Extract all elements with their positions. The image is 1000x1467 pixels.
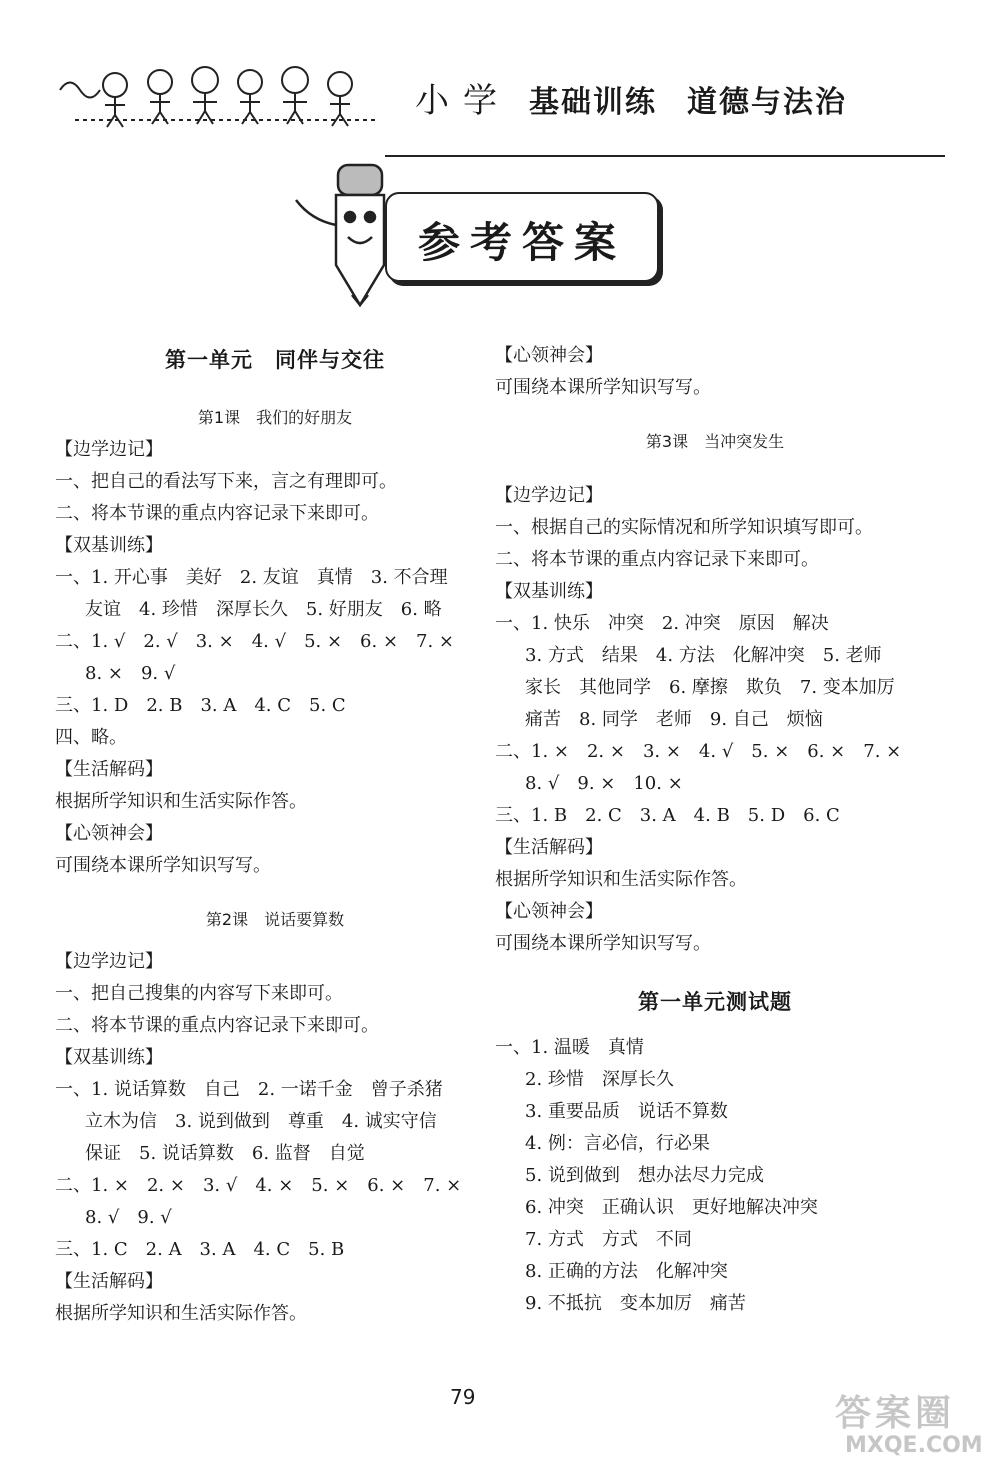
- children-illustration: [55, 60, 395, 130]
- right-column: [495, 340, 935, 1320]
- answer-line: 【双基训练】: [55, 1047, 163, 1068]
- answer-line: 【心领神会】: [495, 345, 603, 366]
- answer-line: 【边学边记】: [55, 951, 163, 972]
- page-header: [55, 55, 895, 135]
- answer-line: 保证 5. 说话算数 6. 监督 自觉: [85, 1143, 365, 1164]
- answer-line: 根据所学知识和生活实际作答。: [495, 869, 747, 890]
- answer-line: 【生活解码】: [495, 837, 603, 858]
- answer-line: 三、1. B 2. C 3. A 4. B 5. D 6. C: [495, 805, 840, 826]
- page-number: 79: [450, 1385, 476, 1409]
- answer-line: 二、1. × 2. × 3. × 4. √ 5. × 6. × 7. ×: [495, 741, 902, 762]
- lesson-heading: 第2课 说话要算数: [205, 910, 345, 929]
- answer-line: 二、将本节课的重点内容记录下来即可。: [495, 549, 819, 570]
- watermark-bottom: MXQE.COM: [845, 1433, 983, 1458]
- banner-box: [385, 192, 659, 282]
- answer-line: 四、略。: [55, 727, 127, 748]
- answer-line: 【生活解码】: [55, 1271, 163, 1292]
- answer-line: 【边学边记】: [495, 485, 603, 506]
- answer-line: 痛苦 8. 同学 老师 9. 自己 烦恼: [525, 709, 823, 730]
- spacer: [495, 404, 935, 426]
- answer-line: 一、把自己的看法写下来，言之有理即可。: [55, 471, 397, 492]
- answer-line: 【心领神会】: [495, 901, 603, 922]
- watermark-top: 答案圈: [835, 1393, 956, 1434]
- answer-line: 可围绕本课所学知识写写。: [55, 855, 271, 876]
- answer-line: 一、1. 快乐 冲突 2. 冲突 原因 解决: [495, 613, 829, 634]
- answer-line: 9. 不抵抗 变本加厉 痛苦: [525, 1293, 746, 1314]
- answer-line: 【边学边记】: [55, 439, 163, 460]
- spacer: [55, 882, 495, 904]
- answer-line: 一、把自己搜集的内容写下来即可。: [55, 983, 343, 1004]
- answer-line: 8. 正确的方法 化解冲突: [525, 1261, 728, 1282]
- answer-line: 二、将本节课的重点内容记录下来即可。: [55, 1015, 379, 1036]
- answer-line: 【双基训练】: [495, 581, 603, 602]
- answer-line: 根据所学知识和生活实际作答。: [55, 1303, 307, 1324]
- header-level: 小学: [415, 81, 511, 121]
- answer-line: 一、1. 开心事 美好 2. 友谊 真情 3. 不合理: [55, 567, 448, 588]
- answer-line: 二、1. √ 2. √ 3. × 4. √ 5. × 6. × 7. ×: [55, 631, 455, 652]
- answer-line: 7. 方式 方式 不同: [525, 1229, 692, 1250]
- answer-line: 可围绕本课所学知识写写。: [495, 377, 711, 398]
- spacer: [495, 1022, 935, 1032]
- unit-heading: 第一单元 同伴与交往: [165, 347, 385, 372]
- answer-line: 【心领神会】: [55, 823, 163, 844]
- answer-line: 立木为信 3. 说到做到 尊重 4. 诚实守信: [85, 1111, 437, 1132]
- banner-title: 参考答案: [417, 218, 626, 267]
- answer-line: 一、1. 温暖 真情: [495, 1037, 644, 1058]
- answer-line: 5. 说到做到 想办法尽力完成: [525, 1165, 764, 1186]
- answer-line: 二、将本节课的重点内容记录下来即可。: [55, 503, 379, 524]
- header-title: [415, 73, 877, 122]
- header-series: 基础训练: [529, 85, 657, 120]
- spacer: [495, 960, 935, 982]
- header-subject: 道德与法治: [687, 85, 847, 120]
- answer-line: 8. √ 9. √: [85, 1207, 172, 1228]
- left-column: [55, 340, 495, 1330]
- answer-line: 一、根据自己的实际情况和所学知识填写即可。: [495, 517, 873, 538]
- answer-line: 可围绕本课所学知识写写。: [495, 933, 711, 954]
- answer-line: 三、1. D 2. B 3. A 4. C 5. C: [55, 695, 346, 716]
- answer-line: 根据所学知识和生活实际作答。: [55, 791, 307, 812]
- lesson-heading: 第1课 我们的好朋友: [197, 408, 353, 427]
- answer-line: 6. 冲突 正确认识 更好地解决冲突: [525, 1197, 818, 1218]
- watermark-logo: [825, 1385, 995, 1465]
- answer-line: 2. 珍惜 深厚长久: [525, 1069, 674, 1090]
- answer-line: 【生活解码】: [55, 759, 163, 780]
- answer-line: 一、1. 说话算数 自己 2. 一诺千金 曾子杀猪: [55, 1079, 443, 1100]
- answer-line: 8. × 9. √: [85, 663, 176, 684]
- answer-line: 3. 方式 结果 4. 方法 化解冲突 5. 老师: [525, 645, 882, 666]
- spacer: [55, 380, 495, 402]
- answer-line: 8. √ 9. × 10. ×: [525, 773, 683, 794]
- answer-line: 【双基训练】: [55, 535, 163, 556]
- unit-heading: 第一单元测试题: [638, 989, 792, 1014]
- answer-line: 友谊 4. 珍惜 深厚长久 5. 好朋友 6. 略: [85, 599, 442, 620]
- answer-line: 4. 例：言必信，行必果: [525, 1133, 710, 1154]
- spacer: [495, 458, 935, 480]
- answer-banner: [290, 155, 680, 315]
- answer-line: 三、1. C 2. A 3. A 4. C 5. B: [55, 1239, 345, 1260]
- lesson-heading: 第3课 当冲突发生: [645, 432, 785, 451]
- answer-line: 二、1. × 2. × 3. √ 4. × 5. × 6. × 7. ×: [55, 1175, 462, 1196]
- answer-line: 家长 其他同学 6. 摩擦 欺负 7. 变本加厉: [525, 677, 895, 698]
- spacer: [55, 936, 495, 946]
- answer-line: 3. 重要品质 说话不算数: [525, 1101, 728, 1122]
